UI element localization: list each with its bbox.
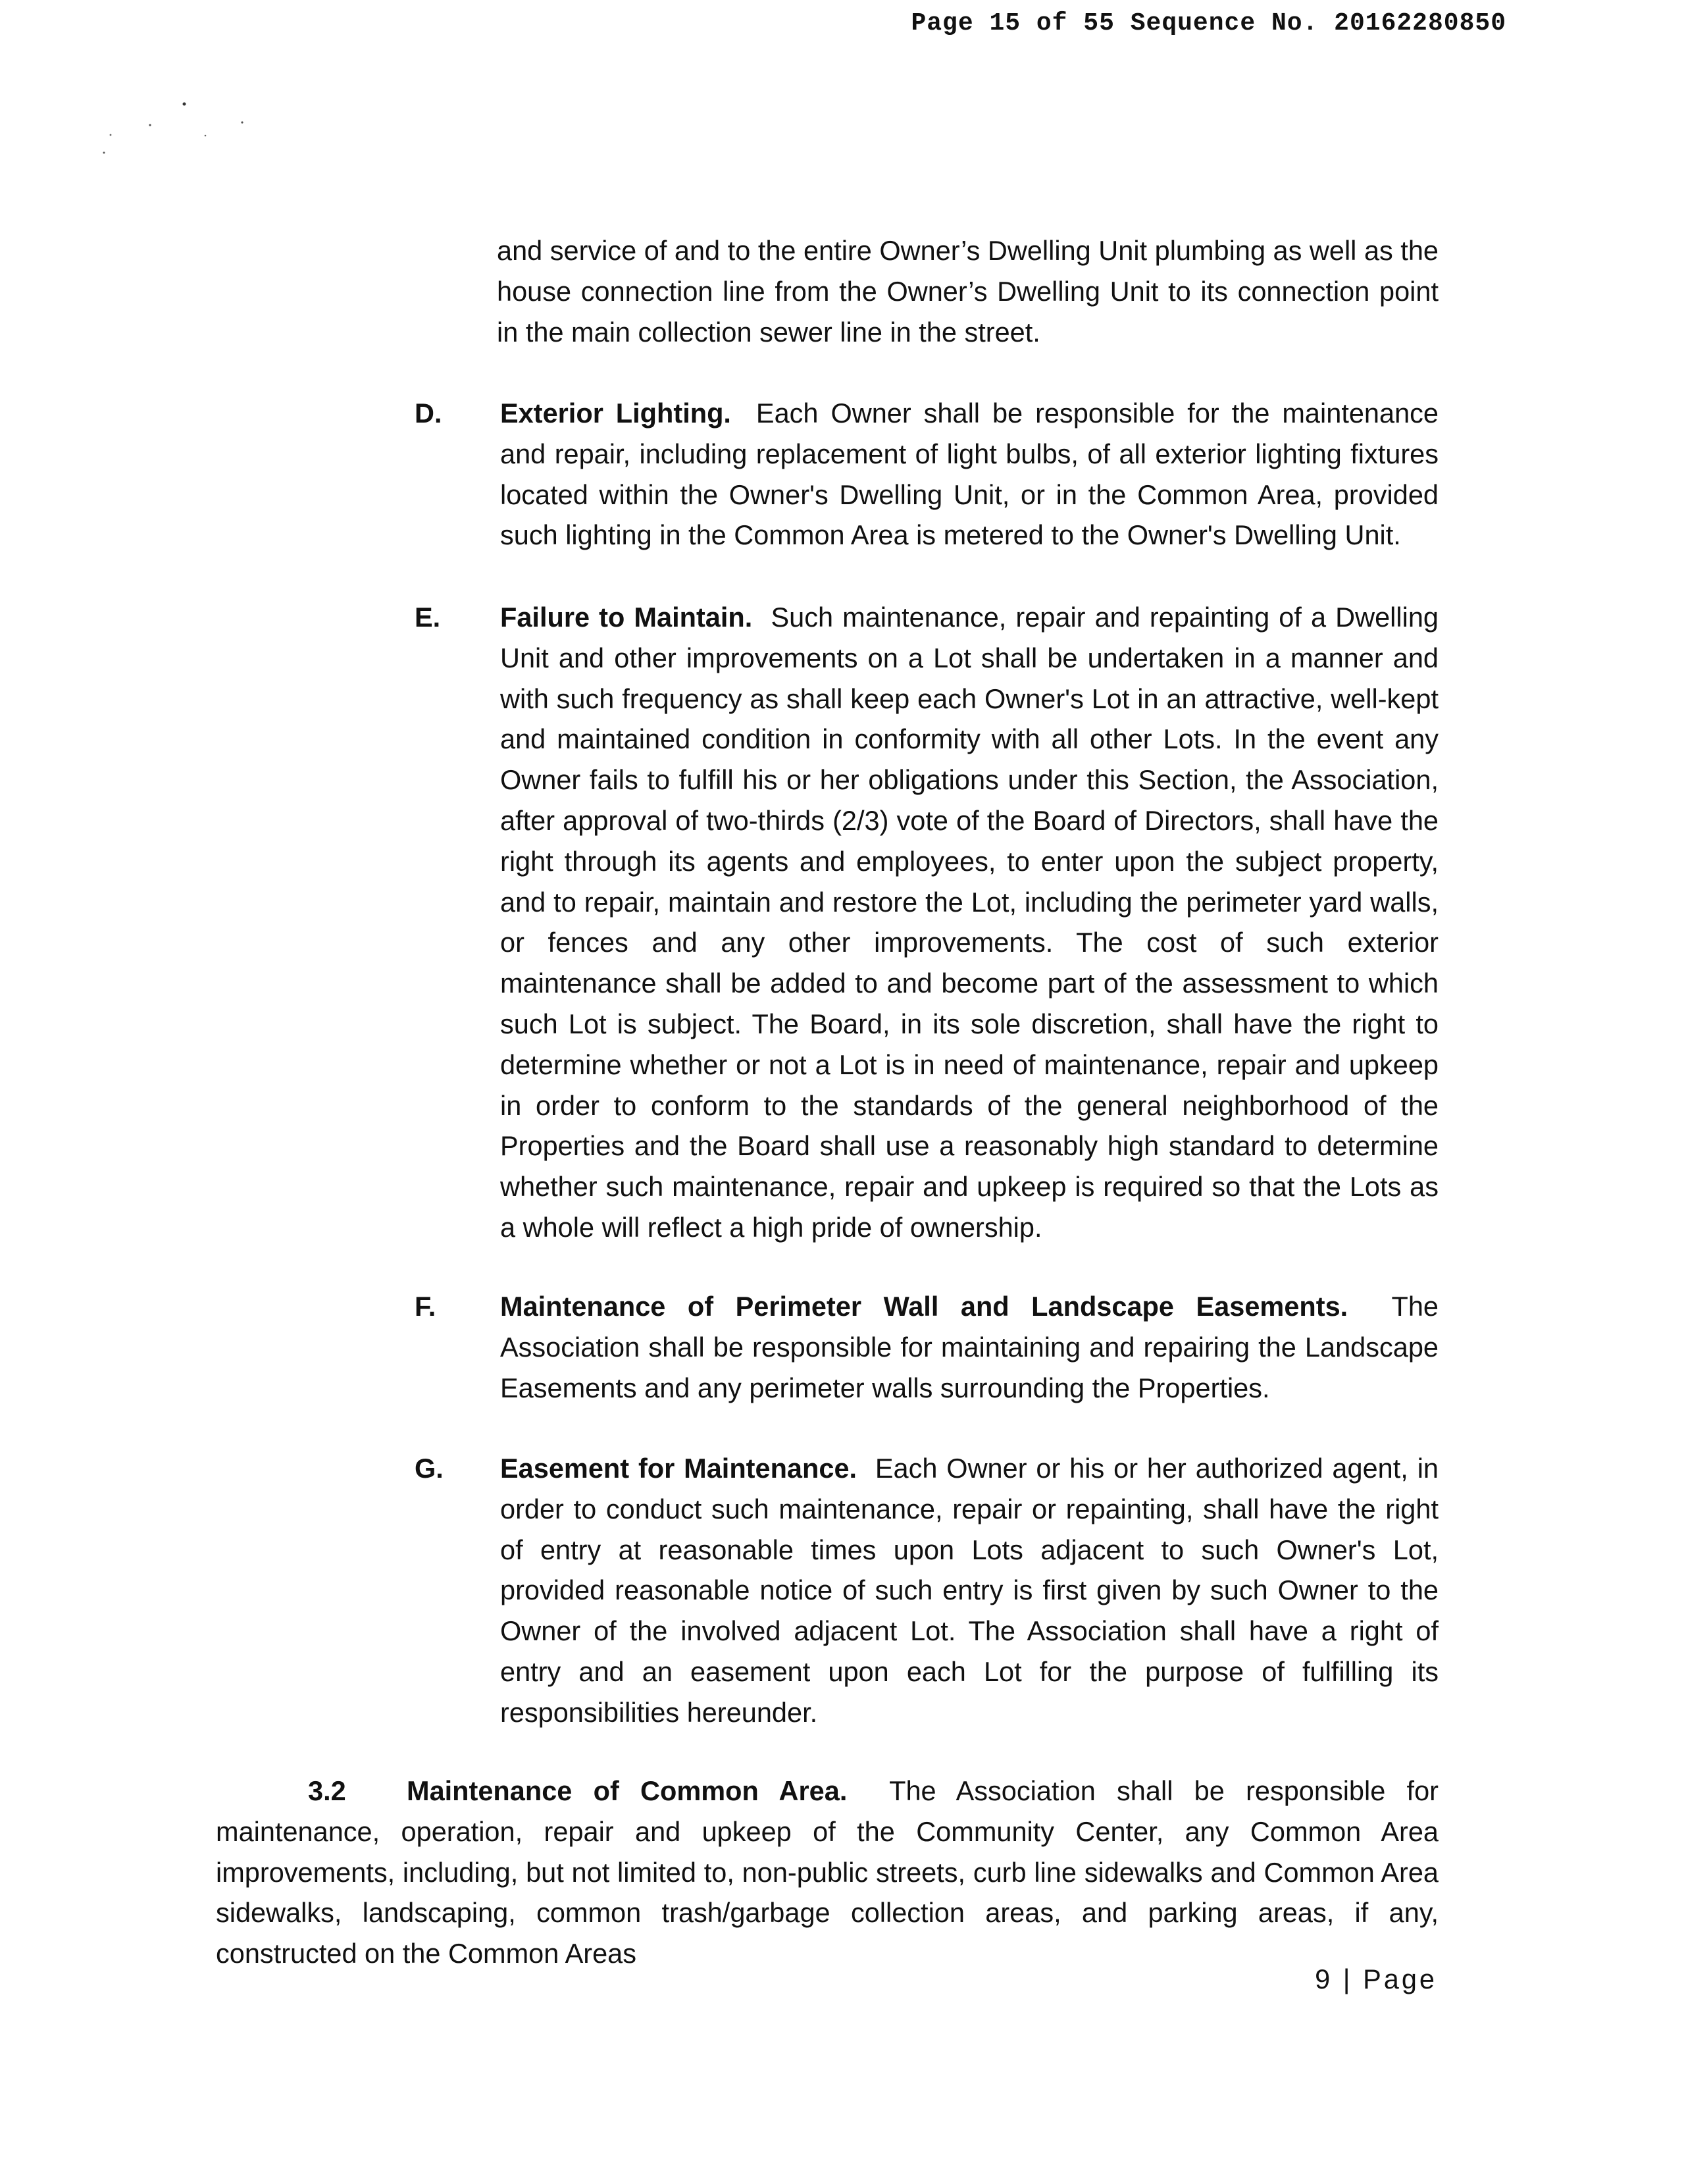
section-heading: Maintenance of Common Area. bbox=[407, 1775, 848, 1806]
item-heading: Failure to Maintain. bbox=[500, 602, 753, 633]
item-letter: E. bbox=[415, 602, 441, 633]
section-number: 3.2 bbox=[308, 1775, 346, 1806]
item-text: The Association shall be responsible for maintaining and repairing the Landscape Easements and any perimeter walls surrounding the Properties. bbox=[500, 1291, 1439, 1403]
item-letter: F. bbox=[415, 1291, 436, 1322]
item-letter: G. bbox=[415, 1453, 444, 1484]
section-text: The Association shall be responsible for maintenance, operation, repair and upkeep of the Community Center, any Common Area improvements, including, but not limited to, non-public streets, curb line sidewalks and Common Area sidewalks, landscaping, common trash/garbage collection areas, and parking areas, if any, constructed on the Common Areas bbox=[216, 1775, 1439, 1969]
section-3-2 bbox=[216, 1771, 1439, 1974]
item-letter: D. bbox=[415, 398, 442, 429]
item-heading: Exterior Lighting. bbox=[500, 398, 731, 429]
list-item-e bbox=[415, 597, 1439, 1248]
item-text: Each Owner shall be responsible for the maintenance and repair, including replacement of light bulbs, of all exterior lighting fixtures located within the Owner's Dwelling Unit, or in the Common Area, provided such lighting in the Common Area is metered to the Owner's Dwelling Unit. bbox=[500, 398, 1439, 551]
item-heading: Easement for Maintenance. bbox=[500, 1453, 857, 1484]
page-sequence-header: Page 15 of 55 Sequence No. 20162280850 bbox=[911, 9, 1506, 38]
item-body bbox=[500, 1448, 1439, 1733]
list-item-d bbox=[415, 393, 1439, 556]
list-item-g bbox=[415, 1448, 1439, 1733]
item-body bbox=[500, 1286, 1439, 1408]
scan-specks bbox=[92, 99, 250, 165]
item-body bbox=[500, 393, 1439, 556]
paragraph-continuation bbox=[415, 230, 1439, 352]
item-text: Such maintenance, repair and repainting of a Dwelling Unit and other improvements on a Lot shall be undertaken in a manner and with such frequency as shall keep each Owner's Lot in an attractive, well-kept and maintained condition in conformity with all other Lots. In the event any Owner fails to fulfill his or her obligations under this Section, the Association, after approval of two-thirds (2/3) vote of the Board of Directors, shall have the right through its agents and employees, to enter upon the subject property, and to repair, maintain and restore the Lot, including the perimeter yard walls, or fences and any other improvements. The cost of such exterior maintenance shall be added to and become part of the assessment to which such Lot is subject. The Board, in its sole discretion, shall have the right to determine whether or not a Lot is in need of maintenance, repair and upkeep in order to conform to the standards of the general neighborhood of the Properties and the Board shall use a reasonably high standard to determine whether such maintenance, repair and upkeep is required so that the Lots as a whole will reflect a high pride of ownership. bbox=[500, 602, 1439, 1243]
continuation-text: and service of and to the entire Owner’s Dwelling Unit plumbing as well as the house connection line from the Owner’s Dwelling Unit to its connection point in the main collection sewer line in the street. bbox=[497, 235, 1439, 348]
list-item-f bbox=[415, 1286, 1439, 1408]
page-number-footer: 9 | Page bbox=[1315, 1963, 1437, 1994]
item-body bbox=[500, 597, 1439, 1248]
item-heading: Maintenance of Perimeter Wall and Landscape Easements. bbox=[500, 1291, 1348, 1322]
item-text: Each Owner or his or her authorized agent, in order to conduct such maintenance, repair or repainting, shall have the right of entry at reasonable times upon Lots adjacent to such Owner's Lot, provided reasonable notice of such entry is first given by such Owner to the Owner of the involved adjacent Lot. The Association shall have a right of entry and an easement upon each Lot for the purpose of fulfilling its responsibilities hereunder. bbox=[500, 1453, 1439, 1728]
